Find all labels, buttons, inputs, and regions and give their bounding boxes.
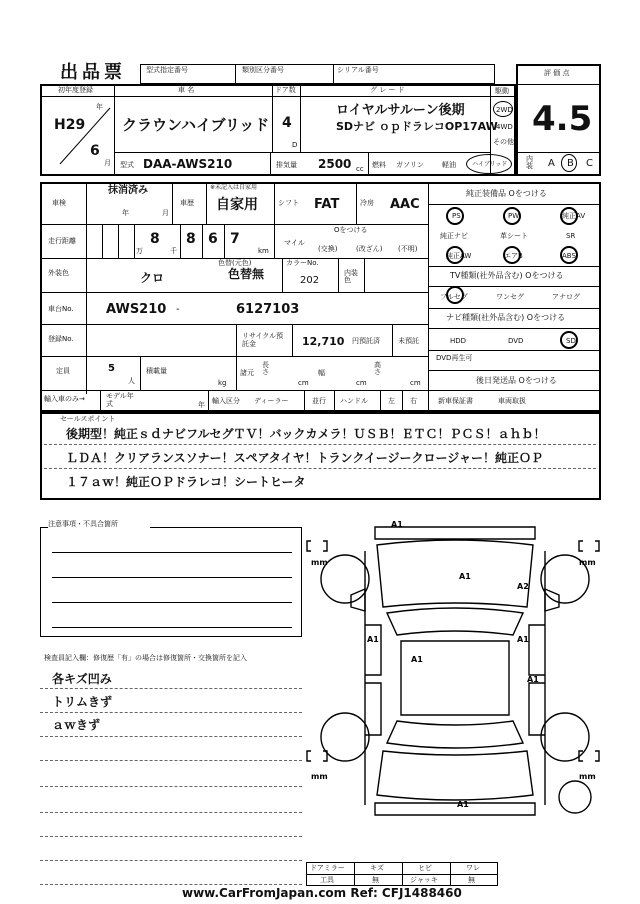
teiin-label: 定員 [56,367,70,375]
legend-jack: ジャッキ [410,876,438,884]
serial-label: シリアル番号 [337,66,379,74]
length-label: 長さ [262,361,269,376]
note-item-1: 各キズ凹み [52,672,112,686]
navi-hdd: HDD [450,337,467,345]
chui-label: 注意事項・不具合箇所 [48,520,118,528]
yunyu-kubun: 輸入区分 [212,397,240,405]
left-label: 左 [388,397,395,405]
mileage-label: 走行距離 [48,237,76,245]
modified-label: (改ざん) [356,245,383,253]
navi-sd: SD [566,337,576,345]
interior-label: 内装 [526,155,533,170]
height-label: 高さ [374,361,381,376]
equip-pw: PW [508,212,520,220]
year-value: H29 [54,117,86,133]
equip-sr: SR [566,232,576,240]
door-d: D [292,141,298,149]
katashiki-shitei-label: 型式指定番号 [146,66,188,74]
equip-ps: PS [452,212,461,220]
header-meta-row [140,64,495,84]
shaken-label: 車検 [52,199,66,207]
mm-rear-left: mm [311,772,328,781]
recycle-paid: 円預託済 [352,337,380,345]
displacement-unit: cc [356,165,364,173]
notes-box [40,527,302,637]
interior-c: C [586,158,593,169]
legend-scratch: キズ [370,864,384,872]
equip-pw-circle [503,207,521,225]
legend-tool: 工具 [320,876,334,884]
model-label: モデル年式 [106,392,134,408]
right-label: 右 [410,397,417,405]
length-cm: cm [298,379,309,387]
dealer-label: ディーラー [254,397,289,405]
spare-tire-circle [559,781,591,813]
sales-label: セールスポイント [60,415,116,423]
width-cm: cm [356,379,367,387]
recycle-unpaid: 未預託 [398,337,419,345]
equip-leather: 革シート [500,232,528,240]
damage-mark-front-bumper: A1 [391,520,403,529]
fuel-gas: ガソリン [396,161,424,169]
iro-label: 色替(元色) [218,259,252,267]
drive-label: 駆動 [495,87,509,95]
mm-rear-right: mm [579,772,596,781]
gaisou-label: 外装色 [48,269,69,277]
mileage-digit-3: 6 [208,231,218,247]
naisou-label: 内装色 [344,269,358,284]
equipment-title: 純正装備品 Oをつける [466,189,547,198]
legend-crack: ヒビ [418,864,432,872]
interior-a: A [548,158,555,169]
interior-b-circle [561,154,577,172]
shadai-value: 6127103 [236,302,300,317]
katashiki-prefix: 型式 [120,161,134,169]
exchange-label: (交換) [318,245,338,253]
recycle-label: リサイクル預託金 [242,332,284,349]
shadai-prefix: AWS210 [106,302,167,317]
touroku-label: 登録No. [48,335,74,343]
reibou-value: AAC [390,197,420,212]
tv-fullseg: フルセグ [440,293,468,301]
damage-mark-left-door: A1 [367,635,379,644]
later-warranty: 新車保証書 [438,397,473,405]
sales-line3: １７ａｗ！純正ＯＰドラレコ！シートヒータ [66,475,306,489]
drive-2wd-circle [493,101,513,117]
damage-mark-left-door-2: A1 [411,655,423,664]
shadai-dash: - [176,304,180,315]
shadai-label: 車台No. [48,305,74,313]
width-label: 幅 [318,369,325,377]
sales-line1: 後期型！純正ｓｄナビフルセグＴＶ！バックカメラ！ＵＳＢ！ＥＴＣ！ＰＣＳ！ａｈｂ！ [66,427,546,441]
shareki-value: 自家用 [216,197,258,213]
tsukeru-label: Oをつける [334,226,368,234]
door-label: ドア数 [275,86,296,94]
door-count: 4 [282,115,292,131]
color-no-value: 202 [300,275,320,286]
sekisai-unit: kg [218,379,227,387]
mileage-man: 万 [136,247,143,255]
equip-abs-circle [560,246,578,264]
car-name: クラウンハイブリッド [122,116,270,134]
sales-line2: ＬＤＡ！クリアランスソナー！スペアタイヤ！トランクイージークロージャー！純正ＯＰ [66,451,544,465]
year-unit: 年 [96,103,103,111]
mile-label: マイル [284,239,305,247]
displacement-value: 2500 [318,157,352,171]
gaisou-value: クロ [140,271,165,285]
equip-aw: 純正AW [446,252,472,260]
legend-mirror: ドアミラー [310,864,345,872]
sekisai-label: 積載量 [146,367,167,375]
equip-airbag-circle [503,246,521,264]
equip-aw-circle [446,246,464,264]
legend-break: ワレ [466,864,480,872]
shonendo-label: 初年度登録 [58,86,93,94]
model-unit: 年 [198,401,205,409]
damage-mark-right-door: A1 [517,635,529,644]
car-diagram [305,515,605,855]
shogen-label: 諸元 [240,369,254,377]
shift-value: FAT [314,197,340,212]
equip-ps-circle [446,207,464,225]
interior-b: B [567,158,574,169]
legend-tool-value: 無 [372,876,379,884]
note-item-2: トリムきず [52,695,113,709]
mileage-digit-1: 8 [150,231,160,247]
score-value: 4.5 [532,99,593,139]
yunyu-label: 輸入車のみ→ [44,395,85,403]
equip-abs: ABS [562,252,576,260]
equip-av-circle [560,207,578,225]
fuel-diesel: 軽油 [442,161,456,169]
dvd-label: DVD再生可 [436,354,473,362]
color-no-label: カラーNo. [286,259,319,267]
navi-title: ナビ種類(社外品含む) Oをつける [446,313,566,322]
damage-mark-rear-bumper: A1 [457,800,469,809]
teiin-value: 5 [108,363,115,374]
score-label: 評 価 点 [544,69,570,77]
handle-label: ハンドル [340,397,368,405]
grade-line1: ロイヤルサルーン後期 [336,103,465,118]
footer-ref[interactable]: www.CarFromJapan.com Ref: CFJ1488460 [182,886,462,900]
legend-jack-value: 無 [468,876,475,884]
grade-label: グ レ ー ド [370,86,405,94]
fuel-hybrid-circle [466,154,512,174]
shareki-note: ※未記入は自家用 [210,184,258,191]
shaken-value: 抹消済み [108,185,148,196]
equip-airbag: エアB [504,252,523,260]
drive-other: その他 [493,138,514,146]
reibou-label: 冷房 [360,199,374,207]
tv-title: TV種類(社外品含む) Oをつける [450,271,564,280]
iro-value: 色替無 [228,267,265,281]
recycle-value: 12,710 [302,335,345,348]
shareki-label: 車歴 [180,199,194,207]
teiin-unit: 人 [128,377,135,385]
mileage-sen: 千 [170,247,177,255]
parallel-label: 並行 [312,397,326,405]
ruibetsu-label: 類別区分番号 [242,66,284,74]
tv-analog: アナログ [552,293,580,301]
fuel-label: 燃料 [372,161,386,169]
tv-fullseg-circle [446,286,464,304]
shaken-year: 年 [122,209,129,217]
displacement-label: 排気量 [276,161,297,169]
damage-mark-right-rear: A1 [527,675,539,684]
page-title: 出品票 [60,62,126,83]
month-unit: 月 [104,159,111,167]
shift-label: シフト [278,199,299,207]
later-manual: 車両取扱 [498,397,526,405]
month-value: 6 [90,143,100,159]
fuel-hybrid: ハイブリッド [472,161,508,168]
navi-sd-circle [560,331,578,349]
mileage-digit-4: 7 [230,231,240,247]
grade-line2: SDナビ ｏｐドラレコOP17AW [336,120,498,133]
mileage-km: km [258,247,269,255]
katashiki-value: DAA-AWS210 [143,157,233,171]
navi-dvd: DVD [508,337,524,345]
equip-navi: 純正ナビ [440,232,468,240]
height-cm: cm [410,379,421,387]
damage-mark-right-front: A2 [517,582,529,591]
damage-mark-hood: A1 [459,572,471,581]
note-item-3: ａｗきず [52,718,101,732]
inspector-label: 検査員記入欄：修復歴「有」の場合は修復箇所・交換箇所を記入 [44,654,247,662]
mm-front-left: mm [311,558,328,567]
shamei-label: 車 名 [178,86,195,94]
mm-front-right: mm [579,558,596,567]
equip-av: 純正AV [562,212,586,220]
tv-oneseg: ワンセグ [496,293,524,301]
later-title: 後日発送品 Oをつける [476,376,557,385]
shaken-month: 月 [162,209,169,217]
drive-2wd: 2WD [496,106,513,114]
drive-4wd: 4WD [496,123,513,131]
unknown-label: (不明) [398,245,418,253]
mileage-digit-2: 8 [186,231,196,247]
